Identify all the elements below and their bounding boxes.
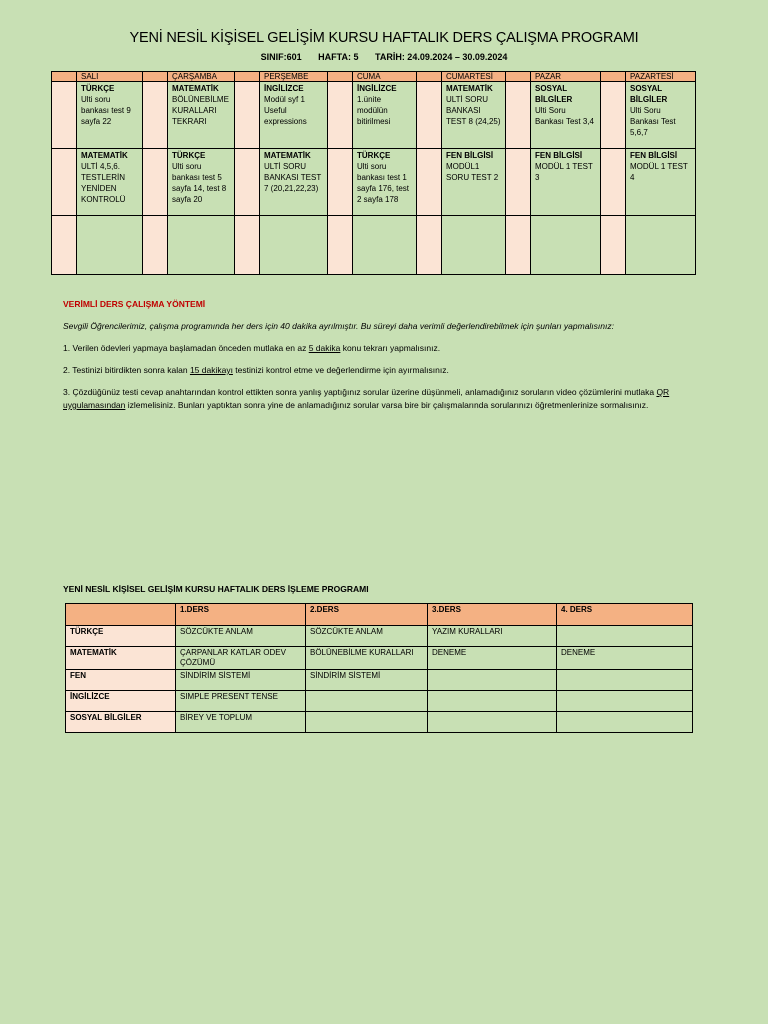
class-label: SINIF:601 xyxy=(260,52,302,62)
cell-subject: FEN BİLGİSİ xyxy=(446,151,494,160)
page-title: YENİ NESİL KİŞİSEL GELİŞİM KURSU HAFTALIK DERS ÇALIŞMA PROGRAMI xyxy=(129,30,639,46)
cell-task: Modül syf 1 Useful expressions xyxy=(264,95,307,126)
lesson-cell: SİNDİRİM SİSTEMİ xyxy=(176,670,306,691)
gap-cell xyxy=(143,82,168,149)
lesson-program-title: YENİ NESİL KİŞİSEL GELİŞİM KURSU HAFTALIK DERS İŞLEME PROGRAMI xyxy=(63,584,369,594)
gap-cell xyxy=(52,216,77,275)
cell-subject: TÜRKÇE xyxy=(81,84,115,93)
gap-cell xyxy=(52,82,77,149)
study-cell xyxy=(260,82,328,149)
gap-header xyxy=(417,72,442,82)
cell-task: MODÜL1 SORU TEST 2 xyxy=(446,162,499,182)
lesson-row xyxy=(66,626,693,647)
weekly-row xyxy=(52,149,696,216)
gap-cell xyxy=(235,149,260,216)
day-header: PERŞEMBE xyxy=(260,72,328,82)
lesson-cell: SÖZCÜKTE ANLAM xyxy=(176,626,306,647)
week-label: HAFTA: 5 xyxy=(318,52,359,62)
gap-cell xyxy=(601,216,626,275)
step-text: testinizi kontrol etme ve değerlendirme için ayırmalısınız. xyxy=(232,365,449,375)
weekly-row xyxy=(52,216,696,275)
gap-cell xyxy=(328,149,353,216)
step-text: 2. Testinizi bitirdikten sonra kalan xyxy=(63,365,190,375)
cell-subject: MATEMATİK xyxy=(172,84,219,93)
method-intro: Sevgili Öğrencilerimiz, çalışma programında her ders için 40 dakika ayrılmıştır. Bu süreyi daha verimli değerlendirebilmek için şunları yapmalısınız: xyxy=(63,321,614,331)
cell-subject: MATEMATİK xyxy=(446,84,493,93)
lesson-cell xyxy=(557,670,693,691)
cell-task: ULTİ SORU BANKASI TEST 8 (24,25) xyxy=(446,95,501,126)
lesson-cell: DENEME xyxy=(428,647,557,670)
gap-cell xyxy=(601,82,626,149)
step-text: konu tekrarı yapmalısınız. xyxy=(340,343,441,353)
day-header: PAZARTESİ xyxy=(626,72,696,82)
gap-cell xyxy=(52,149,77,216)
cell-subject: SOSYAL BİLGİLER xyxy=(535,84,573,104)
lesson-row xyxy=(66,691,693,712)
cell-task: Ulti Soru Bankası Test 5,6,7 xyxy=(630,106,676,137)
lesson-cell xyxy=(428,712,557,733)
lesson-cell: SÖZCÜKTE ANLAM xyxy=(306,626,428,647)
study-cell xyxy=(531,149,601,216)
gap-cell xyxy=(328,82,353,149)
lesson-cell: ÇARPANLAR KATLAR ODEV ÇÖZÜMÜ xyxy=(176,647,306,670)
lesson-cell xyxy=(428,670,557,691)
cell-task: ULTİ 4,5,6. TESTLERİN YENİDEN KONTROLÜ xyxy=(81,162,126,204)
day-header: CUMA xyxy=(353,72,417,82)
lesson-header: 1.DERS xyxy=(176,604,306,626)
gap-cell xyxy=(506,82,531,149)
study-cell xyxy=(531,216,601,275)
lesson-header: 3.DERS xyxy=(428,604,557,626)
lesson-row xyxy=(66,712,693,733)
cell-task: Ulti Soru Bankası Test 3,4 xyxy=(535,106,594,126)
method-heading: VERİMLİ DERS ÇALIŞMA YÖNTEMİ xyxy=(63,299,206,309)
gap-cell xyxy=(506,149,531,216)
lesson-cell: SIMPLE PRESENT TENSE xyxy=(176,691,306,712)
cell-task: 1.ünite modülün bitirilmesi xyxy=(357,95,391,126)
cell-task: Ulti soru bankası test 9 sayfa 22 xyxy=(81,95,131,126)
lesson-header xyxy=(66,604,176,626)
study-cell xyxy=(260,216,328,275)
gap-header xyxy=(328,72,353,82)
cell-task: MODÜL 1 TEST 4 xyxy=(630,162,688,182)
lesson-header: 4. DERS xyxy=(557,604,693,626)
study-cell xyxy=(626,216,696,275)
gap-cell xyxy=(417,149,442,216)
gap-header xyxy=(143,72,168,82)
gap-header xyxy=(506,72,531,82)
step-text: 3. Çözdüğünüz testi cevap anahtarından kontrol ettikten sonra yanlış yaptığınız sorular üzerine düşünmeli, anlamadığınız soruların video çözümlerini mutlaka xyxy=(63,387,657,397)
lesson-subject: FEN xyxy=(66,670,176,691)
study-cell xyxy=(353,82,417,149)
study-cell xyxy=(168,82,235,149)
lesson-cell xyxy=(306,712,428,733)
study-cell xyxy=(77,149,143,216)
gap-cell xyxy=(417,82,442,149)
study-cell xyxy=(442,149,506,216)
study-method-section xyxy=(63,298,713,421)
lesson-cell xyxy=(428,691,557,712)
step-text: 1. Verilen ödevleri yapmaya başlamadan önceden mutlaka en az xyxy=(63,343,309,353)
lesson-cell xyxy=(557,712,693,733)
lesson-subject: TÜRKÇE xyxy=(66,626,176,647)
day-header: CUMARTESİ xyxy=(442,72,506,82)
gap-cell xyxy=(601,149,626,216)
lesson-cell xyxy=(557,626,693,647)
study-cell xyxy=(353,149,417,216)
study-cell xyxy=(442,82,506,149)
lesson-header: 2.DERS xyxy=(306,604,428,626)
study-cell xyxy=(168,149,235,216)
gap-cell xyxy=(235,216,260,275)
weekly-row xyxy=(52,82,696,149)
cell-subject: TÜRKÇE xyxy=(172,151,206,160)
date-label: TARİH: 24.09.2024 – 30.09.2024 xyxy=(374,52,508,62)
step-highlight: QR uygulamasından xyxy=(63,387,670,410)
lesson-row xyxy=(66,670,693,691)
lesson-cell: YAZIM KURALLARI xyxy=(428,626,557,647)
lesson-subject: İNGİLİZCE xyxy=(66,691,176,712)
gap-cell xyxy=(143,149,168,216)
gap-header xyxy=(52,72,77,82)
method-step-2 xyxy=(63,364,713,377)
study-cell xyxy=(77,216,143,275)
cell-task: BÖLÜNEBİLME KURALLARI TEKRARI xyxy=(172,95,229,126)
weekly-study-table xyxy=(51,71,696,275)
cell-subject: FEN BİLGİSİ xyxy=(630,151,678,160)
lesson-cell: SİNDİRİM SİSTEMİ xyxy=(306,670,428,691)
day-header: PAZAR xyxy=(531,72,601,82)
step-highlight: 15 dakikayı xyxy=(189,365,233,375)
lesson-subject: SOSYAL BİLGİLER xyxy=(66,712,176,733)
study-cell xyxy=(168,216,235,275)
study-cell xyxy=(260,149,328,216)
cell-subject: SOSYAL BİLGİLER xyxy=(630,84,668,104)
day-header: ÇARŞAMBA xyxy=(168,72,235,82)
lesson-cell xyxy=(557,691,693,712)
study-cell xyxy=(353,216,417,275)
lesson-row xyxy=(66,647,693,670)
day-header: SALI xyxy=(77,72,143,82)
weekly-header-row xyxy=(52,72,696,82)
cell-task: Ulti soru bankası test 1 sayfa 176, test 2 sayfa 178 xyxy=(357,162,410,204)
gap-cell xyxy=(417,216,442,275)
step-highlight: 5 dakika xyxy=(308,343,341,353)
cell-task: MODÜL 1 TEST 3 xyxy=(535,162,593,182)
method-step-3 xyxy=(63,386,713,412)
cell-subject: MATEMATİK xyxy=(264,151,311,160)
cell-subject: İNGİLİZCE xyxy=(357,84,397,93)
lesson-subject: MATEMATİK xyxy=(66,647,176,670)
study-cell xyxy=(442,216,506,275)
lesson-cell: DENEME xyxy=(557,647,693,670)
cell-subject: İNGİLİZCE xyxy=(264,84,304,93)
study-cell xyxy=(77,82,143,149)
gap-cell xyxy=(143,216,168,275)
step-text: izlemelisiniz. Bunları yaptıktan sonra yine de anlamadığınız sorular varsa bire bir çalışmalarında sorularınızı öğretmenlerinize sormalısınız. xyxy=(125,400,649,410)
method-step-1 xyxy=(63,342,713,355)
lesson-cell xyxy=(306,691,428,712)
gap-header xyxy=(235,72,260,82)
lesson-cell: BİREY VE TOPLUM xyxy=(176,712,306,733)
cell-task: ULTİ SORU BANKASI TEST 7 (20,21,22,23) xyxy=(264,162,322,193)
cell-subject: FEN BİLGİSİ xyxy=(535,151,583,160)
cell-subject: MATEMATİK xyxy=(81,151,128,160)
cell-subject: TÜRKÇE xyxy=(357,151,391,160)
gap-cell xyxy=(235,82,260,149)
program-info xyxy=(0,52,768,62)
lesson-header-row xyxy=(66,604,693,626)
lesson-cell: BÖLÜNEBİLME KURALLARI xyxy=(306,647,428,670)
gap-header xyxy=(601,72,626,82)
study-cell xyxy=(531,82,601,149)
cell-task: Ulti soru bankası test 5 sayfa 14, test 8 sayfa 20 xyxy=(172,162,227,204)
gap-cell xyxy=(506,216,531,275)
gap-cell xyxy=(328,216,353,275)
lesson-program-table xyxy=(65,603,693,733)
study-cell xyxy=(626,149,696,216)
study-cell xyxy=(626,82,696,149)
